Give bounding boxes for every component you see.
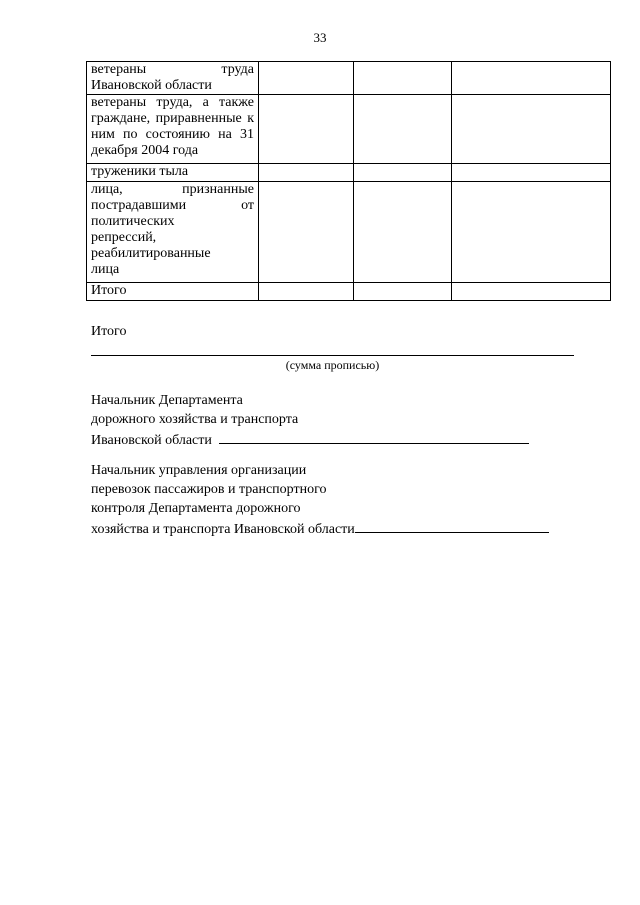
table-cell (452, 164, 611, 182)
table-cell (259, 95, 354, 164)
table-cell (354, 182, 452, 283)
data-table (86, 61, 611, 301)
sum-in-words-caption: (сумма прописью) (285, 358, 380, 372)
table-cell (259, 62, 354, 95)
signature-title-line: контроля Департамента дорожного (91, 501, 301, 516)
table-row (87, 62, 611, 95)
signature-title-line (91, 429, 529, 450)
signature-title-text: Ивановской области (91, 433, 212, 448)
table-cell (259, 182, 354, 283)
signature-title-line: Начальник управления организации (91, 463, 307, 478)
table-cell (452, 95, 611, 164)
table-cell (259, 283, 354, 301)
table-row (87, 95, 611, 164)
page-number: 33 (313, 30, 327, 45)
signature-title-line: перевозок пассажиров и транспортного (91, 482, 327, 497)
signature-title-line (91, 518, 549, 539)
row-label: ветераны труда, а также граждане, приравненные к ним по состоянию на 31 декабря 2004 года (87, 95, 259, 164)
signature-title-line: дорожного хозяйства и транспорта (91, 412, 299, 427)
row-label: лица, признанные пострадавшими от политических репрессий, реабилитированные лица (87, 182, 259, 283)
table-cell (354, 283, 452, 301)
sum-in-words-line (91, 355, 574, 356)
row-label: ветераны труда Ивановской области (87, 62, 259, 95)
table-cell (354, 62, 452, 95)
table-cell (452, 62, 611, 95)
row-label: труженики тыла (87, 164, 259, 182)
signature-block-division-head (91, 461, 549, 539)
signature-line (355, 518, 549, 533)
table-row (87, 182, 611, 283)
table-cell (259, 164, 354, 182)
table-row (87, 283, 611, 301)
signature-title-line: Начальник Департамента (91, 393, 243, 408)
table-cell (354, 95, 452, 164)
total-label: Итого (91, 324, 127, 339)
table-cell (354, 164, 452, 182)
row-label: Итого (87, 283, 259, 301)
signature-title-text: хозяйства и транспорта Ивановской области (91, 522, 355, 537)
signature-line (219, 429, 529, 444)
signature-block-department-head (91, 391, 529, 450)
table-row (87, 164, 611, 182)
table-cell (452, 182, 611, 283)
table-cell (452, 283, 611, 301)
